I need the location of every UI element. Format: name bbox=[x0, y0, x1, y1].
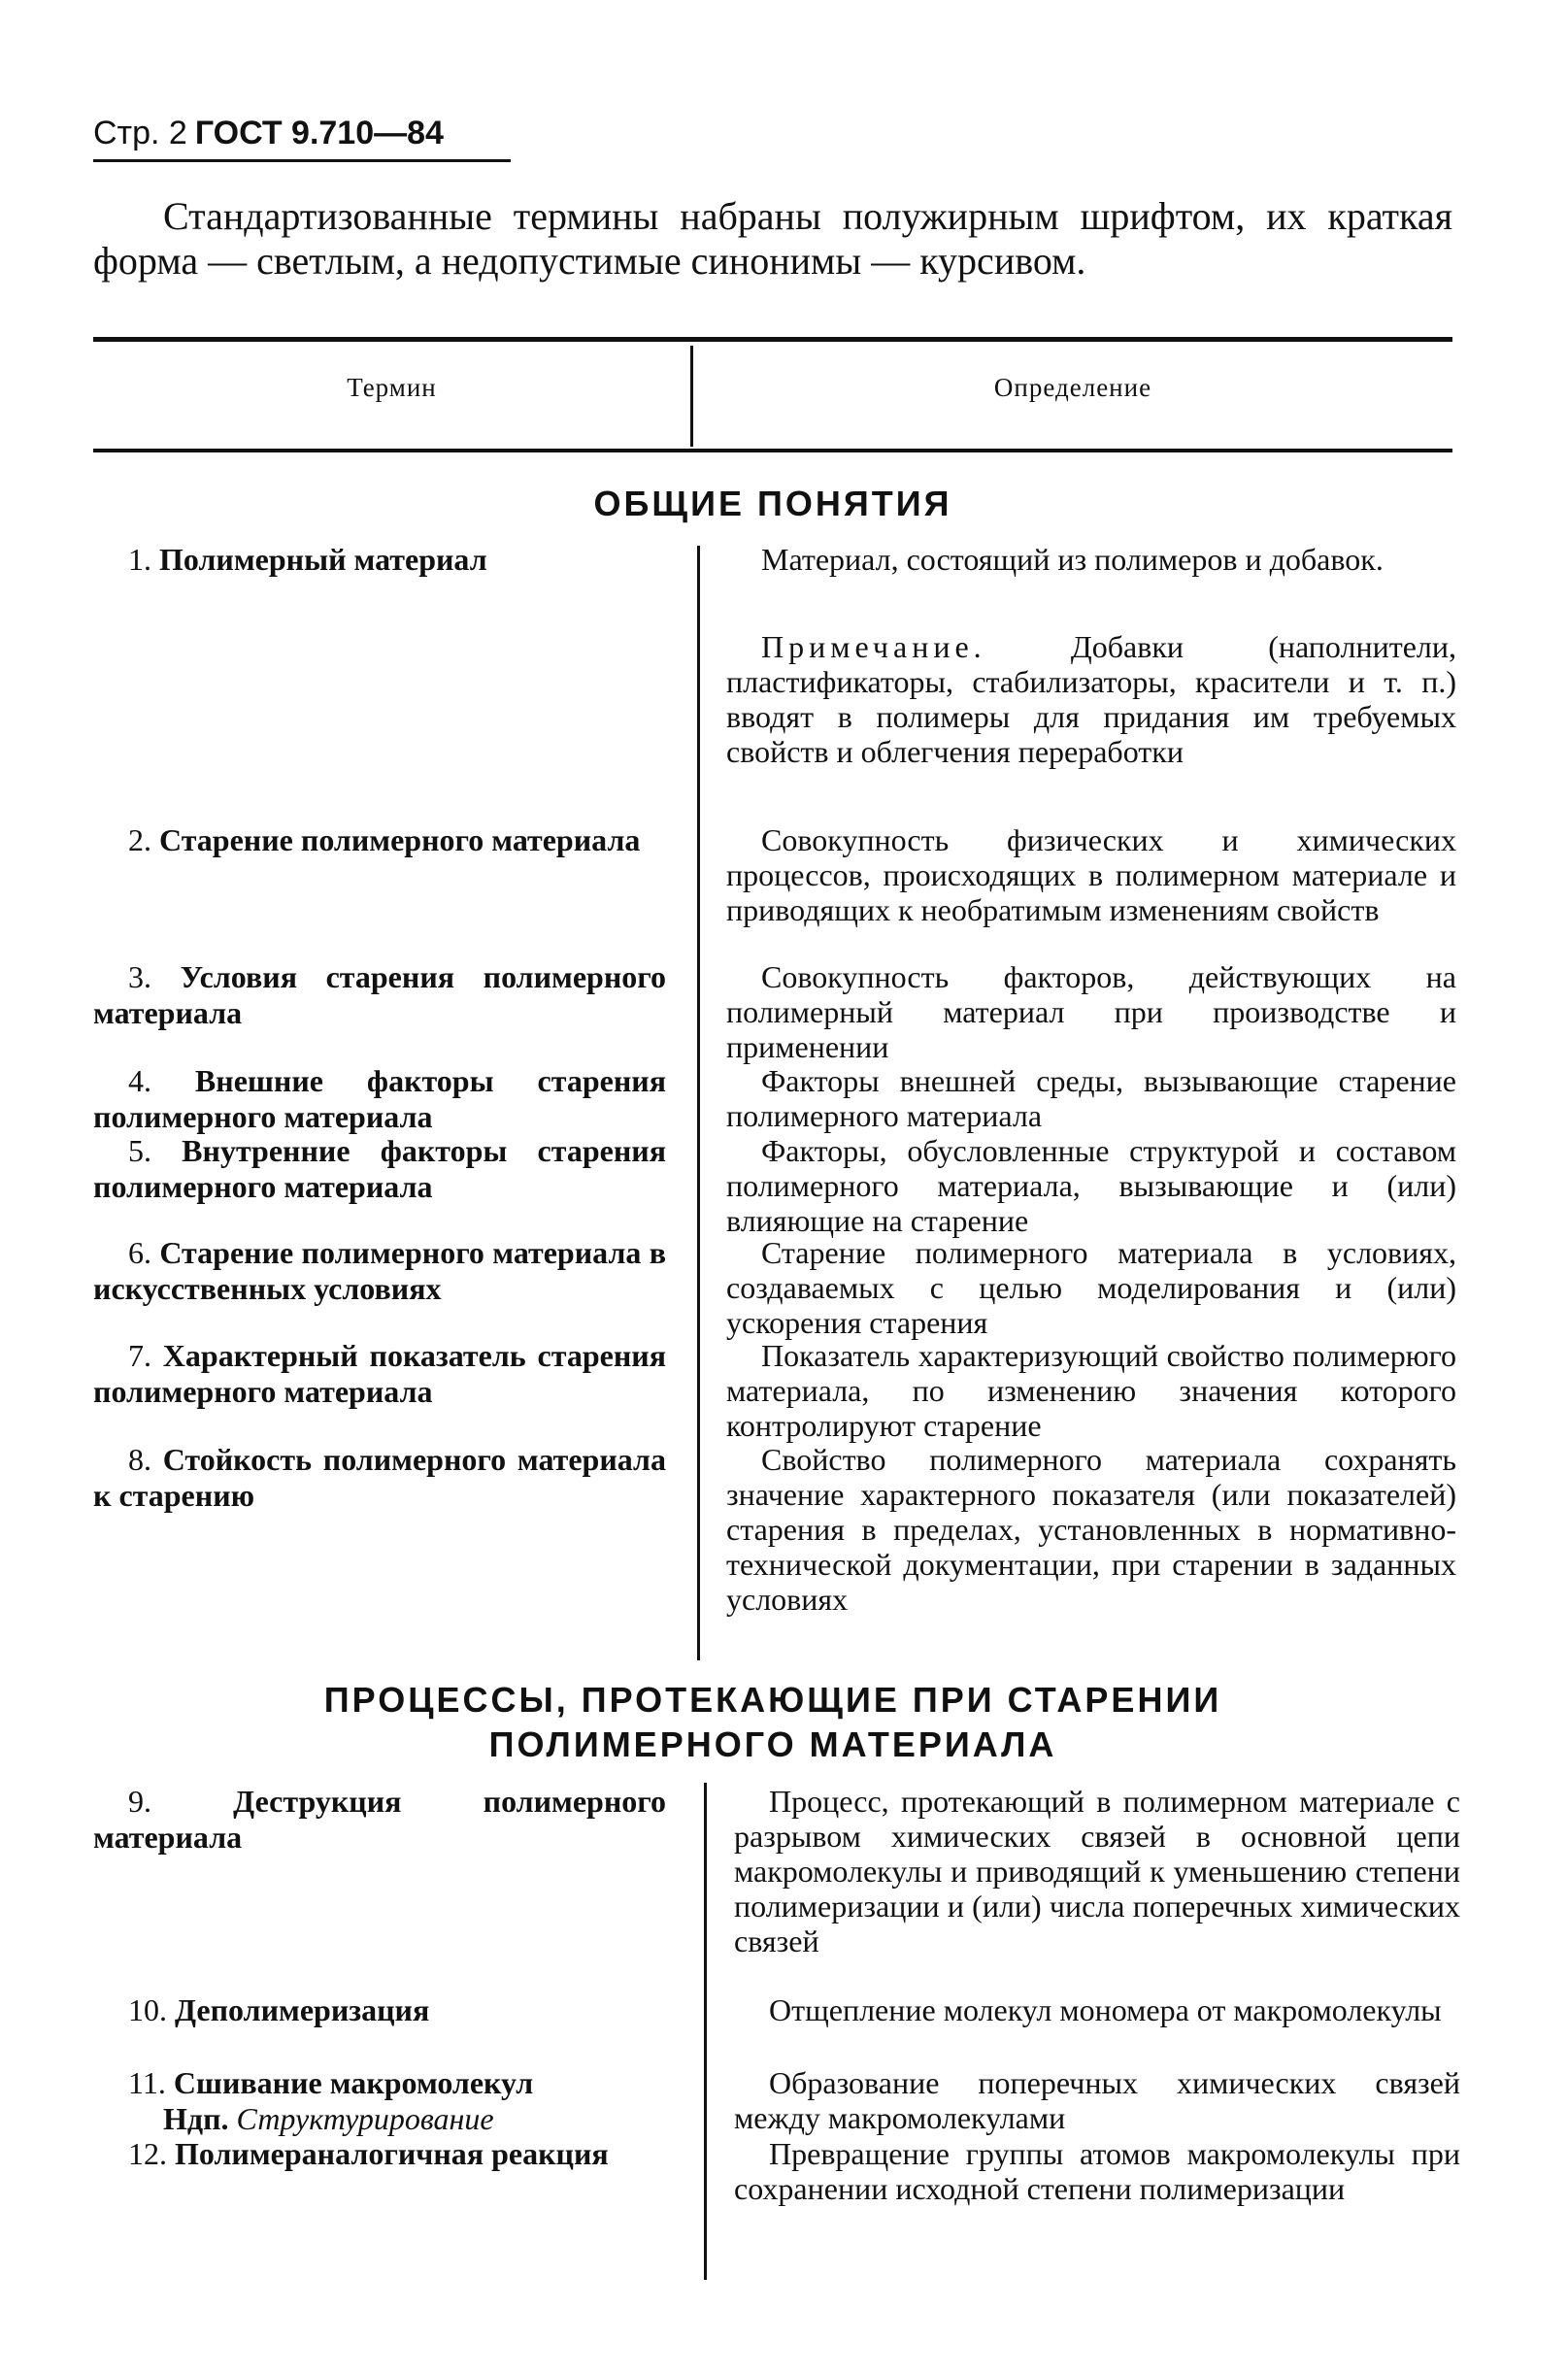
table-head-rule bbox=[93, 449, 1452, 452]
term-number: 11. bbox=[128, 2065, 166, 2100]
term-label: Деструкция полимерного материала bbox=[93, 1784, 666, 1855]
term-1 bbox=[93, 542, 666, 578]
term-label: Полимерный материал bbox=[159, 542, 487, 577]
term-number: 10. bbox=[128, 1992, 167, 2027]
page-label: Стр. 2 bbox=[93, 115, 187, 151]
term-8 bbox=[93, 1442, 666, 1514]
section-title-general: ОБЩИЕ ПОНЯТИЯ bbox=[593, 484, 952, 523]
term-6 bbox=[93, 1235, 666, 1307]
definition-4: Факторы внешней среды, вызывающие старение полимерного материала bbox=[726, 1063, 1456, 1133]
term-3 bbox=[93, 959, 666, 1031]
definition-12: Превращение группы атомов макромолекулы при сохранении исходной степени полимеризации bbox=[734, 2136, 1460, 2206]
column-header-term: Термин bbox=[347, 373, 437, 402]
page-header bbox=[93, 115, 444, 163]
column-header-definition: Определение bbox=[993, 373, 1152, 402]
term-number: 6. bbox=[128, 1235, 151, 1270]
term-label: Условия старения полимерного материала bbox=[93, 959, 667, 1030]
column-divider-section-2 bbox=[704, 1783, 707, 2280]
definition-6: Старение полимерного материала в условиях, создаваемых с целью моделирования и (или) ускорения старения bbox=[726, 1235, 1456, 1340]
note-text: Добавки (наполнители, пластификаторы, стабилизаторы, красители и т. п.) вводят в полимеры для придания им требуемых свойств и облегчения переработки bbox=[726, 629, 1456, 769]
term-number: 5. bbox=[128, 1133, 151, 1168]
intro-text: Стандартизованные термины набраны полужирным шрифтом, их краткая форма — светлым, а недопустимые синонимы — курсивом. bbox=[93, 194, 1452, 283]
header-rule bbox=[93, 159, 511, 162]
term-5 bbox=[93, 1133, 666, 1205]
note-1 bbox=[726, 629, 1456, 769]
term-label: Сшивание макромолекул bbox=[173, 2065, 534, 2100]
definition-9: Процесс, протекающий в полимерном материале с разрывом химических связей в основной цепи макромолекулы и приводящий к уменьшению степени полимеризации и (или) числа поперечных химических связей bbox=[734, 1784, 1460, 1958]
note-label: Примечание. bbox=[761, 629, 986, 664]
definition-3: Совокупность факторов, действующих на полимерный материал при производстве и применении bbox=[726, 959, 1456, 1064]
definition-2: Совокупность физических и химических процессов, происходящих в полимерном материале и приводящих к необратимым изменениям свойств bbox=[726, 822, 1456, 927]
term-label: Внутренние факторы старения полимерного материала bbox=[93, 1133, 667, 1204]
term-number: 1. bbox=[128, 542, 151, 577]
definition-10: Отщепление молекул мономера от макромолекулы bbox=[769, 1992, 1442, 2027]
term-number: 12. bbox=[128, 2136, 167, 2171]
term-10 bbox=[93, 1992, 666, 2028]
term-4 bbox=[93, 1063, 666, 1135]
table-top-rule bbox=[93, 337, 1452, 342]
inadmissible-synonym: Структурирование bbox=[236, 2101, 494, 2136]
definition-8: Свойство полимерного материала сохранять значение характерного показателя (или показателей) старения в пределах, установленных в нормативно-технической документации, при старении в заданных условиях bbox=[726, 1442, 1456, 1617]
term-11 bbox=[93, 2065, 666, 2137]
ndp-label: Ндп. bbox=[163, 2101, 229, 2136]
definition-5: Факторы, обусловленные структурой и составом полимерного материала, вызывающие и (или) влияющие на старение bbox=[726, 1133, 1456, 1238]
term-label: Деполимеризация bbox=[175, 1992, 430, 2027]
term-label: Старение полимерного материала в искусственных условиях bbox=[93, 1235, 667, 1306]
term-label: Стойкость полимерного материала к старению bbox=[93, 1442, 666, 1513]
term-number: 2. bbox=[128, 822, 151, 857]
term-9 bbox=[93, 1784, 666, 1856]
term-12 bbox=[93, 2136, 666, 2172]
definition-11: Образование поперечных химических связей между макромолекулами bbox=[734, 2065, 1460, 2135]
definition-7: Показатель характеризующий свойство полимерюго материала, по изменению значения которого контролируют старение bbox=[726, 1338, 1456, 1443]
term-7 bbox=[93, 1338, 666, 1410]
term-number: 7. bbox=[128, 1338, 151, 1373]
term-label: Старение полимерного материала bbox=[159, 822, 641, 857]
intro-paragraph bbox=[93, 194, 1452, 284]
term-2 bbox=[93, 822, 666, 858]
definition-1: Материал, состоящий из полимеров и добавок. bbox=[761, 542, 1384, 577]
term-number: 3. bbox=[128, 959, 151, 994]
term-label: Характерный показатель старения полимерного материала bbox=[93, 1338, 667, 1409]
term-label: Внешние факторы старения полимерного материала bbox=[93, 1063, 666, 1134]
column-divider-section-1 bbox=[697, 546, 700, 1660]
term-number: 8. bbox=[128, 1442, 151, 1477]
term-label: Полимераналогичная реакция bbox=[175, 2136, 609, 2171]
term-number: 9. bbox=[128, 1784, 151, 1819]
section-title-processes-line1: ПРОЦЕССЫ, ПРОТЕКАЮЩИЕ ПРИ СТАРЕНИИ bbox=[323, 1680, 1222, 1720]
section-title-processes-line2: ПОЛИМЕРНОГО МАТЕРИАЛА bbox=[488, 1724, 1057, 1764]
term-number: 4. bbox=[128, 1063, 151, 1098]
standard-number: ГОСТ 9.710—84 bbox=[194, 115, 444, 151]
